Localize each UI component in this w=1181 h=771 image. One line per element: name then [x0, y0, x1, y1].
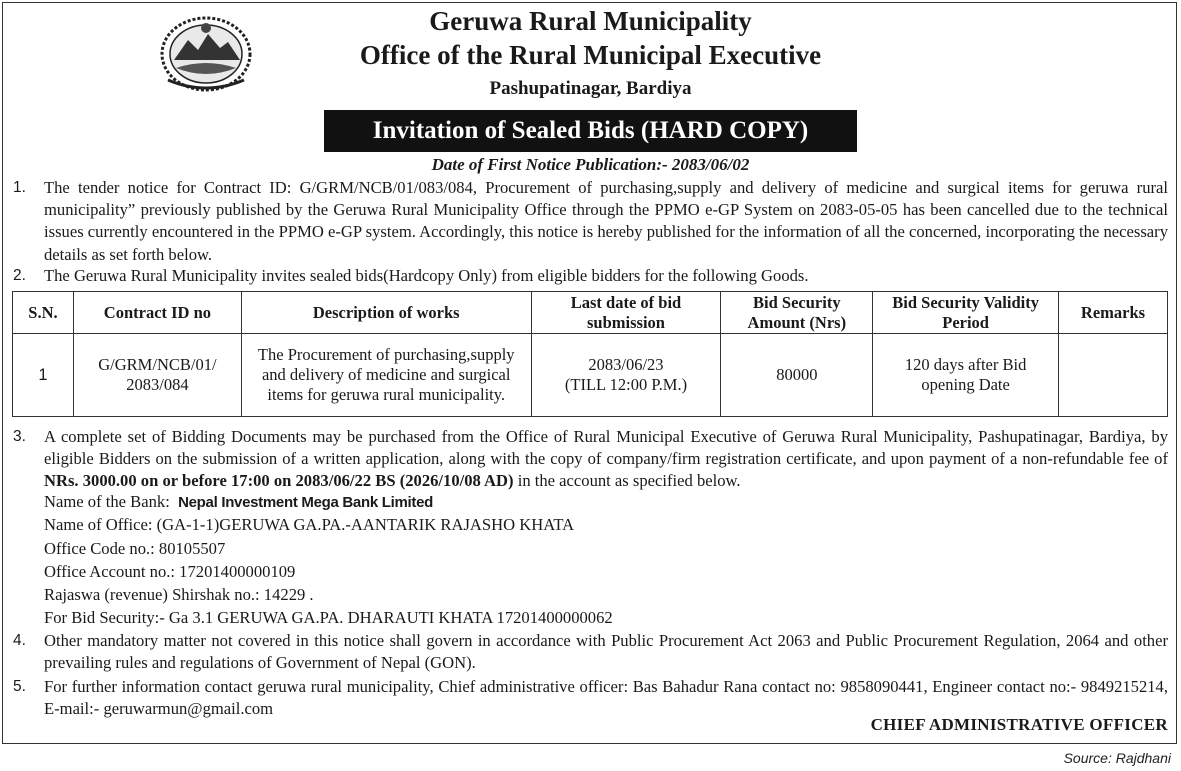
- bid-security-amount-cell: 80000: [721, 334, 873, 417]
- bid-table: [12, 291, 1168, 417]
- serial-number-cell: 1: [13, 334, 74, 417]
- column-header: Remarks: [1059, 292, 1168, 334]
- bank-name-line: [44, 491, 433, 514]
- paragraph-1: [13, 177, 1168, 266]
- notice-title-banner: Invitation of Sealed Bids (HARD COPY): [324, 110, 857, 152]
- paragraph-5: [13, 676, 1168, 720]
- column-header: Contract ID no: [73, 292, 241, 334]
- fee-deadline-text: NRs. 3000.00 on or before 17:00 on 2083/06/22 BS (2026/10/08 AD): [44, 471, 514, 491]
- contract-id-cell: G/GRM/NCB/01/ 2083/084: [73, 334, 241, 417]
- office-name: Office of the Rural Municipal Executive: [359, 40, 822, 70]
- remarks-cell: [1059, 334, 1168, 417]
- office-address: Pashupatinagar, Bardiya: [489, 78, 692, 99]
- paragraph-text: The tender notice for Contract ID: G/GRM/NCB/01/083/084, Procurement of purchasing,supply and delivery of medicine and surgical items for geruwa rural municipality” previously published by the Geruwa Rural Municipality Office through the PPMO e-GP System on 2083-05-05 has been cancelled due to the technical issues currently encountered in the PPMO e-GP system. Accordingly, this notice is hereby published for the information of all the concerned, incorporating the necessary details as set forth below.: [44, 178, 1168, 264]
- paragraph-4: [13, 630, 1168, 674]
- office-account-line: Office Account no.: 17201400000109: [44, 562, 296, 581]
- rajaswa-line: Rajaswa (revenue) Shirshak no.: 14229 .: [44, 585, 314, 604]
- signature: CHIEF ADMINISTRATIVE OFFICER: [870, 715, 1168, 734]
- column-header: Last date of bid submission: [531, 292, 721, 334]
- column-header: Bid Security Validity Period: [873, 292, 1059, 334]
- paragraph-number: 5.: [13, 678, 26, 695]
- last-date: 2083/06/23: [588, 355, 664, 374]
- column-header: S.N.: [13, 292, 74, 334]
- municipality-name: Geruwa Rural Municipality: [429, 6, 752, 36]
- paragraph-number: 3.: [13, 428, 26, 445]
- office-code-line: Office Code no.: 80105507: [44, 539, 226, 558]
- source-credit: Source: Rajdhani: [1063, 750, 1171, 766]
- last-date-cell: [531, 334, 721, 417]
- column-header: Description of works: [241, 292, 531, 334]
- paragraph-text: The Geruwa Rural Municipality invites sealed bids(Hardcopy Only) from eligible bidders for the following Goods.: [44, 266, 809, 285]
- table-header-row: [13, 292, 1168, 334]
- paragraph-text: For further information contact geruwa rural municipality, Chief administrative officer: Bas Bahadur Rana contact no: 9858090441, Engineer contact no:- 9849215214, E-mail:- geruwarmun@gmail.com: [44, 677, 1168, 719]
- bank-name-label: Name of the Bank:: [44, 492, 170, 511]
- column-header: Bid Security Amount (Nrs): [721, 292, 873, 334]
- paragraph-text: [44, 426, 1168, 493]
- office-name-line: Name of Office: (GA-1-1)GERUWA GA.PA.-AANTARIK RAJASHO KHATA: [44, 515, 575, 534]
- paragraph-text: Other mandatory matter not covered in this notice shall govern in accordance with Public Procurement Act 2063 and Public Procurement Regulation, 2064 and other prevailing rules and regulations of Government of Nepal (GON).: [44, 631, 1168, 673]
- paragraph-number: 2.: [13, 267, 26, 284]
- paragraph-3: [13, 426, 1168, 493]
- validity-period-cell: 120 days after Bid opening Date: [873, 334, 1059, 417]
- bid-security-account-line: For Bid Security:- Ga 3.1 GERUWA GA.PA. DHARAUTI KHATA 17201400000062: [44, 608, 613, 627]
- paragraph-text-part: in the account as specified below.: [513, 471, 741, 491]
- description-cell: The Procurement of purchasing,supply and delivery of medicine and surgical items for geruwa rural municipality.: [241, 334, 531, 417]
- paragraph-number: 1.: [13, 179, 26, 196]
- paragraph-text-part: A complete set of Bidding Documents may be purchased from the Office of Rural Municipal Executive of Geruwa Rural Municipality, Pashupatinagar, Bardiya, by eligible Bidders on the submission of a written application, along with the copy of company/firm registration certificate, and upon payment of a non-refundable fee of: [44, 427, 1168, 469]
- publication-date: Date of First Notice Publication:- 2083/06/02: [431, 155, 750, 174]
- bank-name-value: Nepal Investment Mega Bank Limited: [178, 494, 433, 511]
- paragraph-number: 4.: [13, 632, 26, 649]
- table-row: [13, 334, 1168, 417]
- last-time: (TILL 12:00 P.M.): [564, 375, 688, 394]
- paragraph-2: [13, 265, 1168, 287]
